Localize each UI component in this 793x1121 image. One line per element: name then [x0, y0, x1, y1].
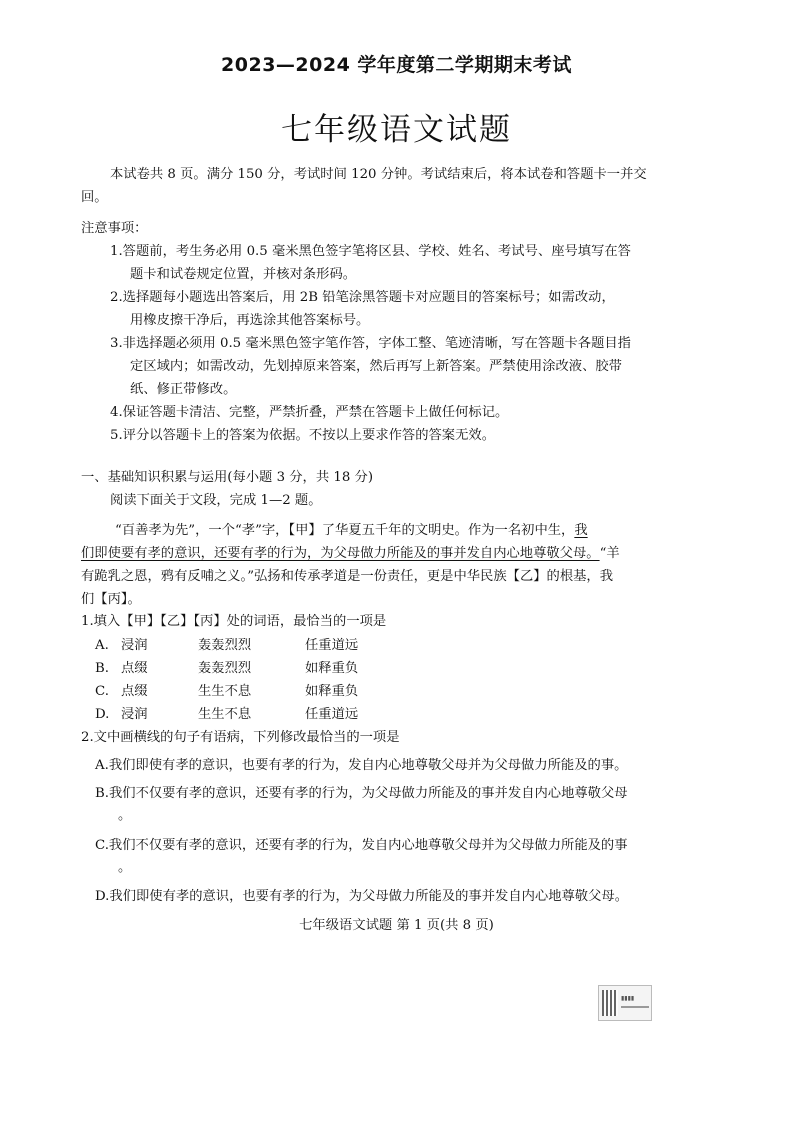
intro-line-2: 回。	[81, 190, 108, 205]
passage-line-1-text: “百善孝为先”，一个“孝”字，【甲】了华夏五千年的文明史。作为一名初中生，	[115, 523, 575, 538]
section-heading: 一、基础知识积累与运用(每小题 3 分，共 18 分)	[81, 470, 374, 485]
page-footer: 七年级语文试题 第 1 页(共 8 页)	[299, 918, 494, 933]
notice-line-8: 4.保证答题卡清洁、完整，严禁折叠，严禁在答题卡上做任何标记。	[110, 405, 509, 420]
qr-code-stamp	[598, 985, 652, 1021]
option-word-2: 生生不息	[198, 707, 252, 722]
passage-underline-start: 我	[574, 523, 588, 538]
q2-option-d: D.我们即使有孝的意识，也要有孝的行为，为父母做力所能及的事并发自内心地尊敬父母。	[95, 889, 628, 904]
exam-year-heading: 2023—2024 学年度第二学期期末考试	[221, 54, 572, 76]
q2-option-c: C.我们不仅要有孝的意识，还要有孝的行为，发自内心地尊敬父母并为父母做力所能及的事	[95, 838, 628, 853]
q2-option-c-cont: 。	[118, 860, 132, 875]
option-word-1: 浸润	[121, 638, 148, 653]
passage-line-3: 有跪乳之恩，鸦有反哺之义。”弘扬和传承孝道是一份责任，更是中华民族【乙】的根基，我	[81, 569, 614, 584]
option-letter: A.	[95, 638, 109, 653]
notice-line-2: 题卡和试卷规定位置，并核对条形码。	[130, 267, 357, 282]
notice-line-1: 1.答题前，考生务必用 0.5 毫米黑色签字笔将区县、学校、姓名、考试号、座号填写在答	[110, 244, 631, 259]
qr-label-underline	[621, 1006, 649, 1008]
option-word-1: 点缀	[121, 661, 148, 676]
q2-option-b: B.我们不仅要有孝的意识，还要有孝的行为，为父母做力所能及的事并发自内心地尊敬父母	[95, 786, 628, 801]
option-letter: C.	[95, 684, 109, 699]
option-word-2: 生生不息	[198, 684, 252, 699]
notice-line-3: 2.选择题每小题选出答案后，用 2B 铅笔涂黑答题卡对应题目的答案标号；如需改动，	[110, 290, 615, 305]
option-word-3: 如释重负	[305, 684, 359, 699]
option-word-2: 轰轰烈烈	[198, 638, 252, 653]
notice-line-7: 纸、修正带修改。	[130, 382, 237, 397]
option-word-1: 浸润	[121, 707, 148, 722]
section-instruction: 阅读下面关于文段，完成 1—2 题。	[110, 493, 322, 508]
option-word-3: 如释重负	[305, 661, 359, 676]
exam-title: 七年级语文试题	[281, 112, 512, 148]
q2-option-a: A.我们即使有孝的意识，也要有孝的行为，发自内心地尊敬父母并为父母做力所能及的事。	[95, 758, 628, 773]
qr-label-icon: ▮▮▮▮	[621, 995, 635, 1002]
notice-line-6: 定区域内；如需改动，先划掉原来答案，然后再写上新答案。严禁使用涂改液、胶带	[130, 359, 622, 374]
option-word-2: 轰轰烈烈	[198, 661, 252, 676]
passage-line-1	[115, 521, 588, 541]
notice-line-9: 5.评分以答题卡上的答案为依据。不按以上要求作答的答案无效。	[110, 428, 495, 443]
notice-heading: 注意事项：	[81, 221, 148, 236]
q1-stem: 1.填入【甲】【乙】【丙】处的词语，最恰当的一项是	[81, 614, 387, 629]
option-word-3: 任重道远	[305, 638, 359, 653]
option-letter: B.	[95, 661, 109, 676]
option-word-3: 任重道远	[305, 707, 359, 722]
passage-line-2	[81, 544, 620, 564]
option-word-1: 点缀	[121, 684, 148, 699]
notice-line-5: 3.非选择题必须用 0.5 毫米黑色签字笔作答，字体工整、笔迹清晰，写在答题卡各题目指	[110, 336, 631, 351]
passage-line-2-text: “羊	[599, 546, 620, 561]
option-letter: D.	[95, 707, 110, 722]
passage-line-4: 们【丙】。	[81, 592, 141, 607]
q2-stem: 2.文中画横线的句子有语病，下列修改最恰当的一项是	[81, 730, 400, 745]
intro-line-1: 本试卷共 8 页。满分 150 分，考试时间 120 分钟。考试结束后，将本试卷和答题卡一并交	[110, 167, 647, 182]
notice-line-4: 用橡皮擦干净后，再选涂其他答案标号。	[130, 313, 370, 328]
passage-underlined-sentence: 们即使要有孝的意识，还要有孝的行为，为父母做力所能及的事并发自内心地尊敬父母。	[81, 546, 600, 561]
qr-code-icon	[602, 990, 618, 1016]
q2-option-b-cont: 。	[118, 808, 132, 823]
